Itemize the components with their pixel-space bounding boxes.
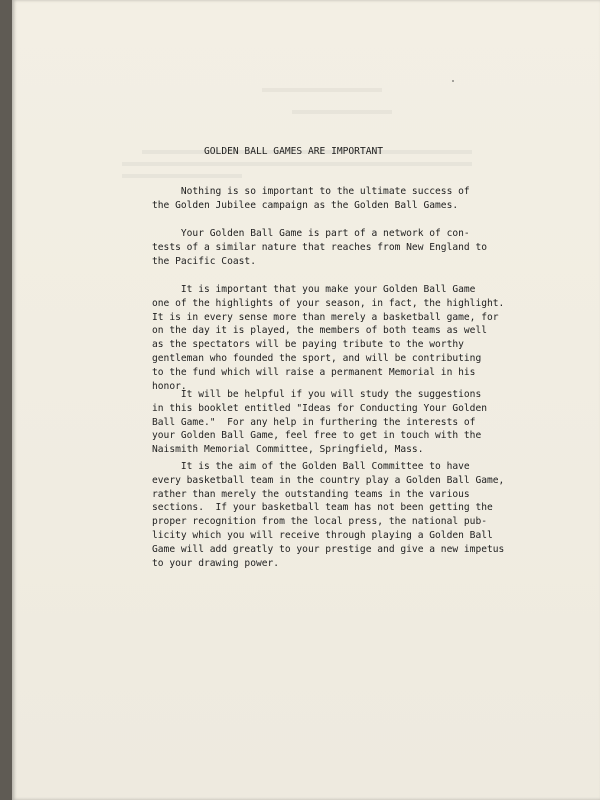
text-line: sections. If your basketball team has not been getting the	[152, 502, 493, 514]
text-line: your Golden Ball Game, feel free to get in touch with the	[152, 430, 482, 442]
text-line: every basketball team in the country play a Golden Ball Game,	[152, 474, 505, 486]
paper-speck	[452, 80, 454, 82]
text-line: Naismith Memorial Committee, Springfield, Mass.	[152, 444, 424, 456]
text-line: gentleman who founded the sport, and will be contributing	[152, 352, 482, 364]
text-line: honor.	[152, 380, 187, 392]
paragraph-3	[152, 283, 504, 393]
text-line: to the fund which will raise a permanent Memorial in his	[152, 366, 476, 378]
paragraph-5	[152, 460, 504, 570]
text-line: rather than merely the outstanding teams in the various	[152, 488, 470, 500]
text-line: Your Golden Ball Game is part of a network of con-	[152, 228, 470, 239]
text-line: one of the highlights of your season, in fact, the highlight.	[152, 297, 505, 309]
page-title: GOLDEN BALL GAMES ARE IMPORTANT	[204, 146, 384, 157]
paragraph-2	[152, 227, 487, 268]
text-line: Nothing is so important to the ultimate success of	[152, 186, 470, 197]
text-line: licity which you will receive through playing a Golden Ball	[152, 529, 493, 541]
text-line: Ball Game." For any help in furthering the interests of	[152, 416, 476, 428]
text-line: to your drawing power.	[152, 557, 280, 569]
paragraph-1	[152, 185, 470, 213]
text-line: Game will add greatly to your prestige and give a new impetus	[152, 543, 505, 555]
text-line: It is in every sense more than merely a basketball game, for	[152, 311, 499, 323]
text-line: It is important that you make your Golden Ball Game	[152, 284, 476, 295]
text-line: the Golden Jubilee campaign as the Golden Ball Games.	[152, 199, 459, 211]
text-line: It will be helpful if you will study the suggestions	[152, 389, 482, 400]
text-line: on the day it is played, the members of both teams as well	[152, 325, 488, 337]
text-line: tests of a similar nature that reaches from New England to	[152, 241, 488, 253]
text-line: the Pacific Coast.	[152, 255, 256, 267]
text-line: It is the aim of the Golden Ball Committee to have	[152, 461, 470, 472]
text-line: proper recognition from the local press, the national pub-	[152, 516, 488, 528]
text-line: in this booklet entitled "Ideas for Conducting Your Golden	[152, 402, 488, 414]
paragraph-4	[152, 388, 487, 457]
text-line: as the spectators will be paying tribute to the worthy	[152, 339, 464, 351]
